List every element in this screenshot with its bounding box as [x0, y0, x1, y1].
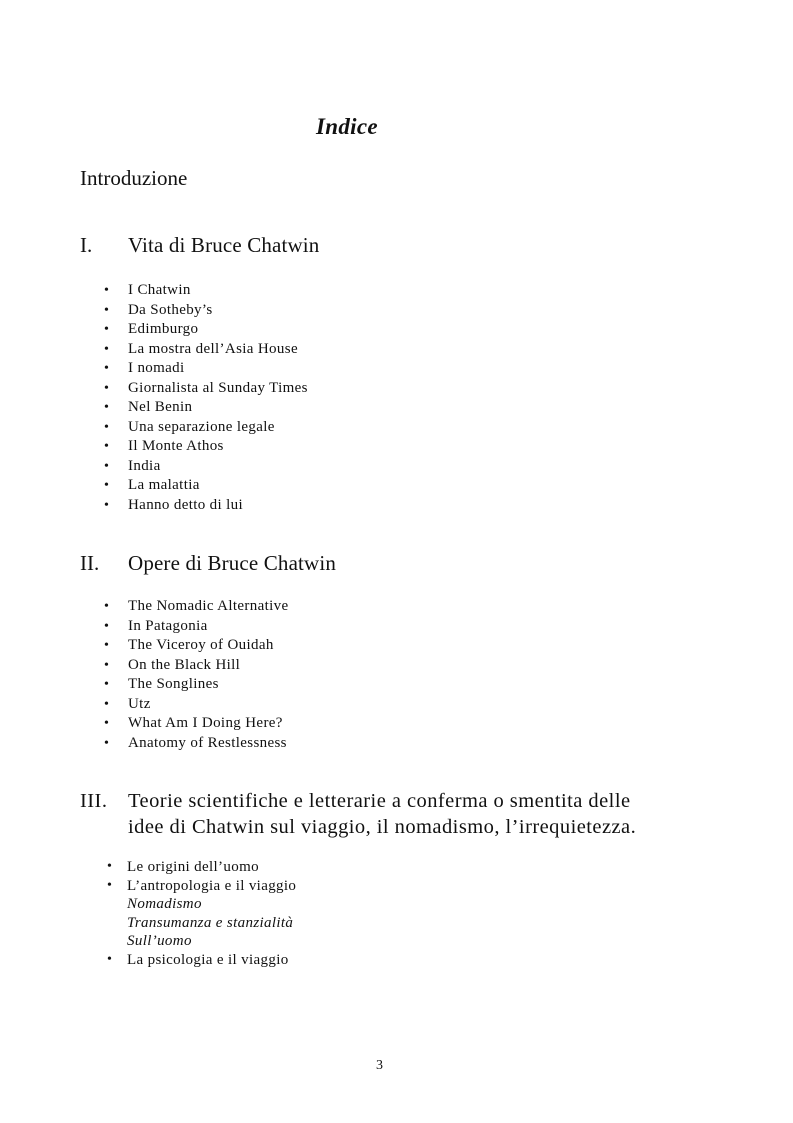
sub-item: Transumanza e stanzialità [127, 914, 294, 931]
bullet-icon: • [104, 478, 110, 493]
bullet-icon: • [107, 877, 113, 893]
list-item: • Giornalista al Sunday Times [128, 379, 308, 399]
intro-heading: Introduzione [80, 166, 188, 190]
list-item: • Le origini dell’uomo [107, 859, 259, 875]
section-3-number: III. [80, 790, 108, 812]
bullet-icon: • [104, 400, 110, 415]
sub-item: Nomadismo [127, 896, 202, 912]
bullet-icon: • [104, 618, 110, 634]
bullet-icon: • [104, 322, 110, 337]
list-item: • L’antropologia e il viaggio [107, 877, 297, 894]
list-item: • I nomadi [128, 359, 308, 379]
list-item: • La malattia [128, 476, 308, 496]
page-title: Indice [316, 114, 378, 139]
bullet-icon: • [104, 283, 110, 298]
bullet-icon: • [104, 361, 110, 376]
bullet-icon: • [107, 859, 113, 874]
section-2-title: Opere di Bruce Chatwin [128, 551, 336, 575]
bullet-icon: • [104, 677, 110, 692]
bullet-icon: • [104, 497, 110, 513]
bullet-icon: • [104, 735, 110, 751]
list-item: • La psicologia e il viaggio [107, 951, 289, 968]
bullet-icon: • [104, 439, 110, 454]
bullet-icon: • [104, 458, 110, 474]
list-item: • The Nomadic Alternative [128, 597, 289, 617]
section-2-number: II. [80, 551, 100, 575]
bullet-icon: • [107, 951, 113, 967]
list-item: • The Songlines [128, 675, 289, 695]
section-2-list [104, 597, 289, 753]
bullet-icon: • [104, 716, 110, 731]
section-3-title-line-1: Teorie scientifiche e letterarie a conferma o smentita delle [128, 790, 631, 812]
bullet-icon: • [104, 341, 110, 357]
bullet-icon: • [104, 657, 110, 673]
section-1-title: Vita di Bruce Chatwin [128, 233, 320, 257]
list-item: • Anatomy of Restlessness [128, 734, 289, 754]
list-item: • Il Monte Athos [128, 437, 308, 457]
sub-item: Sull’uomo [127, 933, 192, 949]
bullet-icon: • [104, 599, 110, 614]
section-3-title-line-2: idee di Chatwin sul viaggio, il nomadismo, l’irrequietezza. [128, 816, 637, 838]
list-item: • India [128, 457, 308, 477]
list-item: • In Patagonia [128, 617, 289, 637]
bullet-icon: • [104, 380, 110, 396]
bullet-icon: • [104, 302, 110, 318]
bullet-icon: • [104, 638, 110, 653]
section-3-list [107, 858, 297, 969]
list-item: • La mostra dell’Asia House [128, 340, 308, 360]
list-item: • Hanno detto di lui [128, 496, 308, 516]
section-1-list [104, 281, 308, 515]
list-item: • I Chatwin [128, 281, 308, 301]
list-item: • Una separazione legale [128, 418, 308, 438]
bullet-icon: • [104, 419, 110, 435]
list-item: • Utz [128, 695, 289, 715]
list-item: • The Viceroy of Ouidah [128, 636, 289, 656]
bullet-icon: • [104, 696, 110, 712]
list-item: • On the Black Hill [128, 656, 289, 676]
list-item: • Da Sotheby’s [128, 301, 308, 321]
list-item: • What Am I Doing Here? [128, 714, 289, 734]
list-item: • Nel Benin [128, 398, 308, 418]
section-1-number: I. [80, 233, 93, 257]
page-number: 3 [376, 1058, 383, 1073]
list-item: • Edimburgo [128, 320, 308, 340]
